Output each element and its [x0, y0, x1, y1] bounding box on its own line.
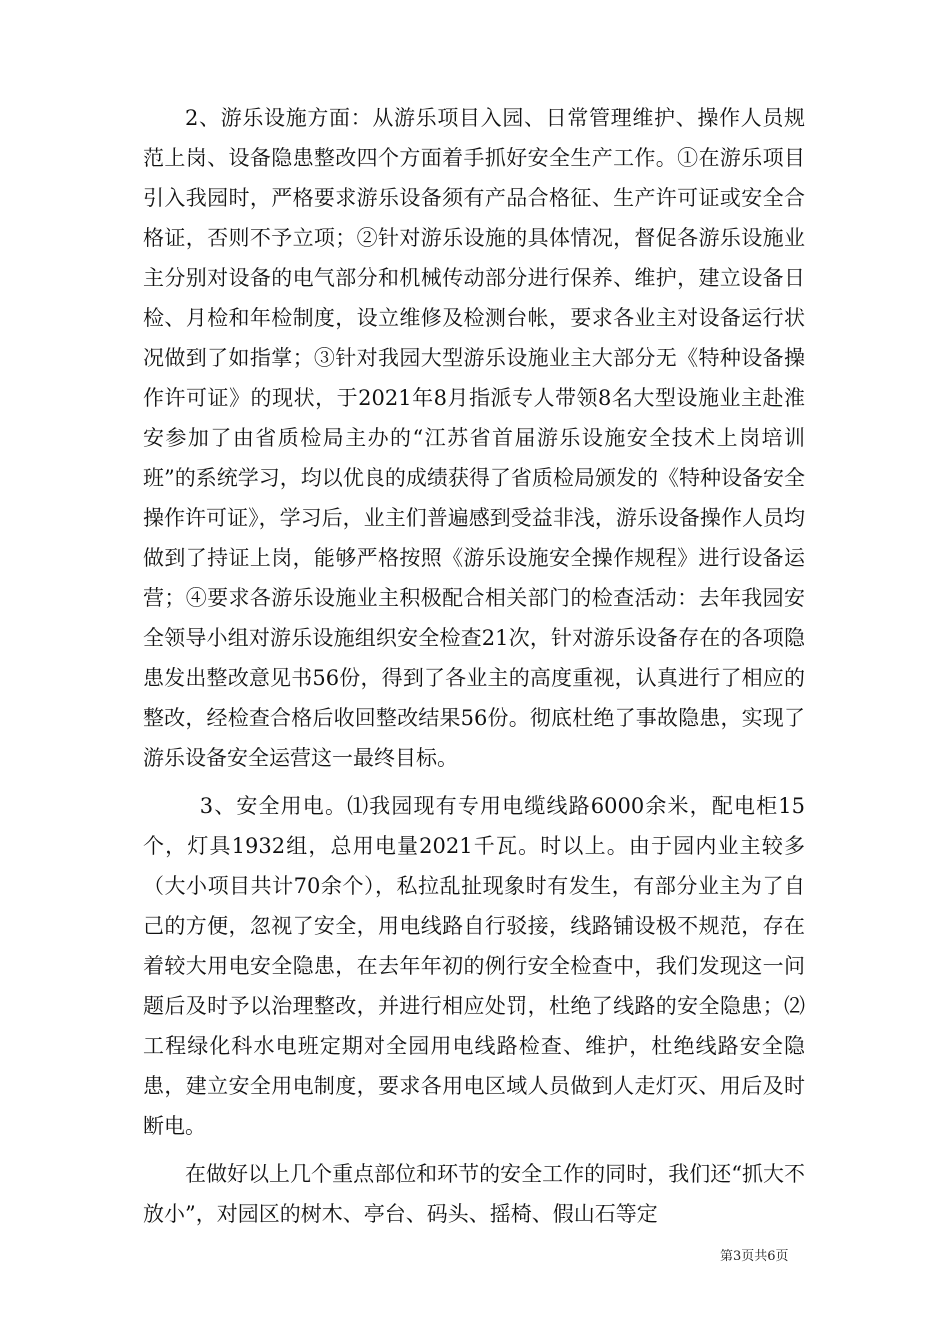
document-body — [143, 98, 805, 1242]
page-number: 第3页共6页 — [720, 1249, 789, 1264]
paragraph-electrical-safety: 3、安全用电。⑴我园现有专用电缆线路6000余米，配电柜15个，灯具1932组，总用电量2021千瓦。时以上。由于园内业主较多（大小项目共计70余个），私拉乱扯现象时有发生，有部分业主为了自己的方便，忽视了安全，用电线路自行驳接，线路铺设极不规范，存在着较大用电安全隐患，在去年年初的例行安全检查中，我们发现这一问题后及时予以治理整改，并进行相应处罚，杜绝了线路的安全隐患；⑵工程绿化科水电班定期对全园用电线路检查、维护，杜绝线路安全隐患，建立安全用电制度，要求各用电区域人员做到人走灯灭、用后及时断电。 — [143, 794, 805, 1138]
paragraph-amusement-facilities: 2、游乐设施方面：从游乐项目入园、日常管理维护、操作人员规范上岗、设备隐患整改四个方面着手抓好安全生产工作。①在游乐项目引入我园时，严格要求游乐设备须有产品合格征、生产许可证或安全合格证，否则不予立项；②针对游乐设施的具体情况，督促各游乐设施业主分别对设备的电气部分和机械传动部分进行保养、维护，建立设备日检、月检和年检制度，设立维修及检测台帐，要求各业主对设备运行状况做到了如指掌；③针对我园大型游乐设施业主大部分无《特种设备操作许可证》的现状，于2021年8月指派专人带领8名大型设施业主赴淮安参加了由省质检局主办的“江苏省首届游乐设施安全技术上岗培训班”的系统学习，均以优良的成绩获得了省质检局颁发的《特种设备安全操作许可证》，学习后，业主们普遍感到受益非浅，游乐设备操作人员均做到了持证上岗，能够严格按照《游乐设施安全操作规程》进行设备运营；④要求各游乐设施业主积极配合相关部门的检查活动：去年我园安全领导小组对游乐设施组织安全检查21次，针对游乐设备存在的各项隐患发出整改意见书56份，得到了各业主的高度重视，认真进行了相应的整改，经检查合格后收回整改结果56份。彻底杜绝了事故隐患，实现了游乐设备安全运营这一最终目标。 — [143, 106, 805, 770]
paragraph-other-safety: 在做好以上几个重点部位和环节的安全工作的同时，我们还“抓大不放小”，对园区的树木、亭台、码头、摇椅、假山石等定 — [143, 1162, 805, 1226]
